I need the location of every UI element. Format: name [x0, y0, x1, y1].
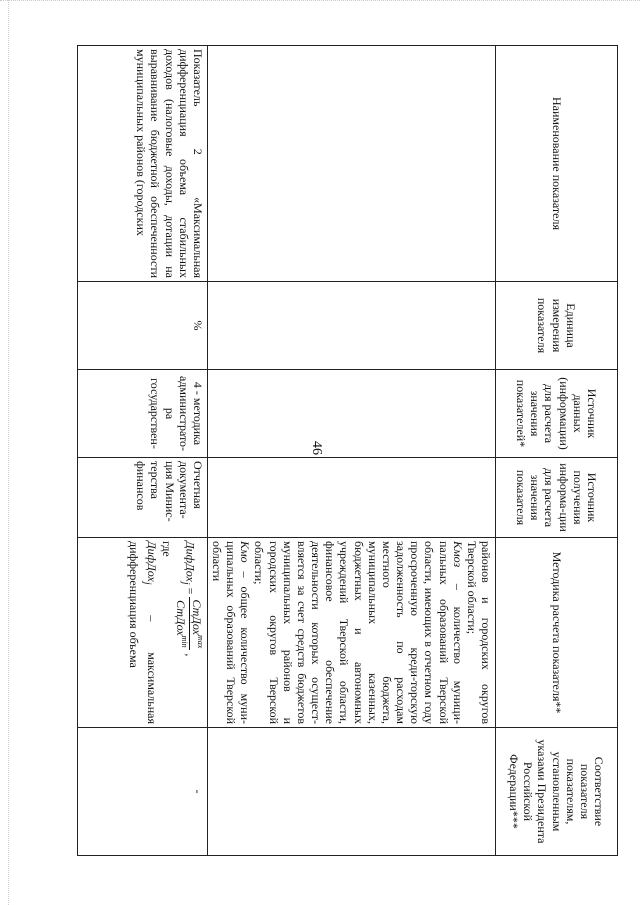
header-name: Наименование показателя — [496, 46, 618, 282]
header-method: Методика расчета показателя** — [496, 538, 618, 728]
cell-method-continued — [207, 538, 495, 728]
formula-tail: , — [183, 650, 198, 657]
rotated-table-wrapper — [98, 45, 640, 844]
method-kmoz-definition — [252, 541, 464, 724]
def-text: – максимальная дифференциация объема — [127, 541, 160, 724]
kmo-text: – общее количество муни-ципальных образований Тверской области — [210, 541, 253, 724]
table-row-indicator-2 — [77, 46, 207, 856]
cell-indicator-2-source-data: 4 - методика администрато-ра государствен- — [77, 370, 207, 458]
kmoz-symbol: Кмоз — [450, 541, 465, 568]
scan-artifact-left — [8, 0, 10, 905]
cell-empty-info — [207, 458, 495, 538]
header-source-info: Источник получения информа-ции для расчета значения показателя — [496, 458, 618, 538]
cell-indicator-2-name: Показатель 2 «Максимальная дифференциация объема стабильных доходов (налоговые доходы, дотации на выравнивание бюджетной обеспеченности муниципальных районов (городских — [77, 46, 207, 282]
method-kmo-definition — [210, 541, 252, 724]
cell-indicator-2-method — [77, 538, 207, 728]
kmo-symbol: Кмо — [238, 541, 253, 563]
formula-where: где — [159, 541, 174, 557]
indicators-table — [77, 45, 618, 856]
cell-indicator-2-match: - — [77, 728, 207, 856]
table-row-continued — [207, 46, 495, 856]
formula-fraction — [174, 597, 205, 650]
header-match: Соответствие показателя показателям, установленным указами Президента Российской Федерации*** — [496, 728, 618, 856]
cell-empty-name — [207, 46, 495, 282]
header-unit: Единица измерения показателя — [496, 282, 618, 370]
scan-artifact-top — [0, 0, 640, 7]
method-line-1: районов и городских округов Тверской области; — [464, 541, 493, 724]
table-header-row — [496, 46, 618, 856]
formula-lhs: ДифДох — [183, 541, 198, 582]
cell-indicator-2-unit: % — [77, 282, 207, 370]
cell-empty-source — [207, 370, 495, 458]
page-number: 46 — [309, 441, 324, 455]
formula-definition — [127, 541, 159, 724]
cell-empty-unit — [207, 282, 495, 370]
header-source-data: Источник данных (информации) для расчета значения показателей* — [496, 370, 618, 458]
cell-indicator-2-source-info: Отчетная документа-ция Минис-терства финансов — [77, 458, 207, 538]
formula-lhs-sub: j — [180, 581, 192, 585]
cell-empty-match — [207, 728, 495, 856]
kmoz-text: – количество муници-пальных образований Тверской области, имеющих в отчетном году просроченную креди-торскую задолженность по расходам местного бюджета, муниципальных казенных, бюджетных и автономных учреждений Тверской области, финансовое обеспечение деятельности которых осущест-вляется за счет средств бюджетов муниципальных районов и городских округов Тверской области; — [252, 541, 465, 724]
formula-numerator: СтДох$^{max}$ — [189, 599, 205, 649]
def-symbol: ДифДох — [145, 541, 160, 582]
formula: ДифДох$_j$ = СтДох$^{max}$ СтДох$^{min}$ , — [173, 541, 205, 657]
formula-denominator: СтДох$^{min}$ — [173, 600, 189, 648]
def-symbol-sub: j — [142, 581, 154, 585]
